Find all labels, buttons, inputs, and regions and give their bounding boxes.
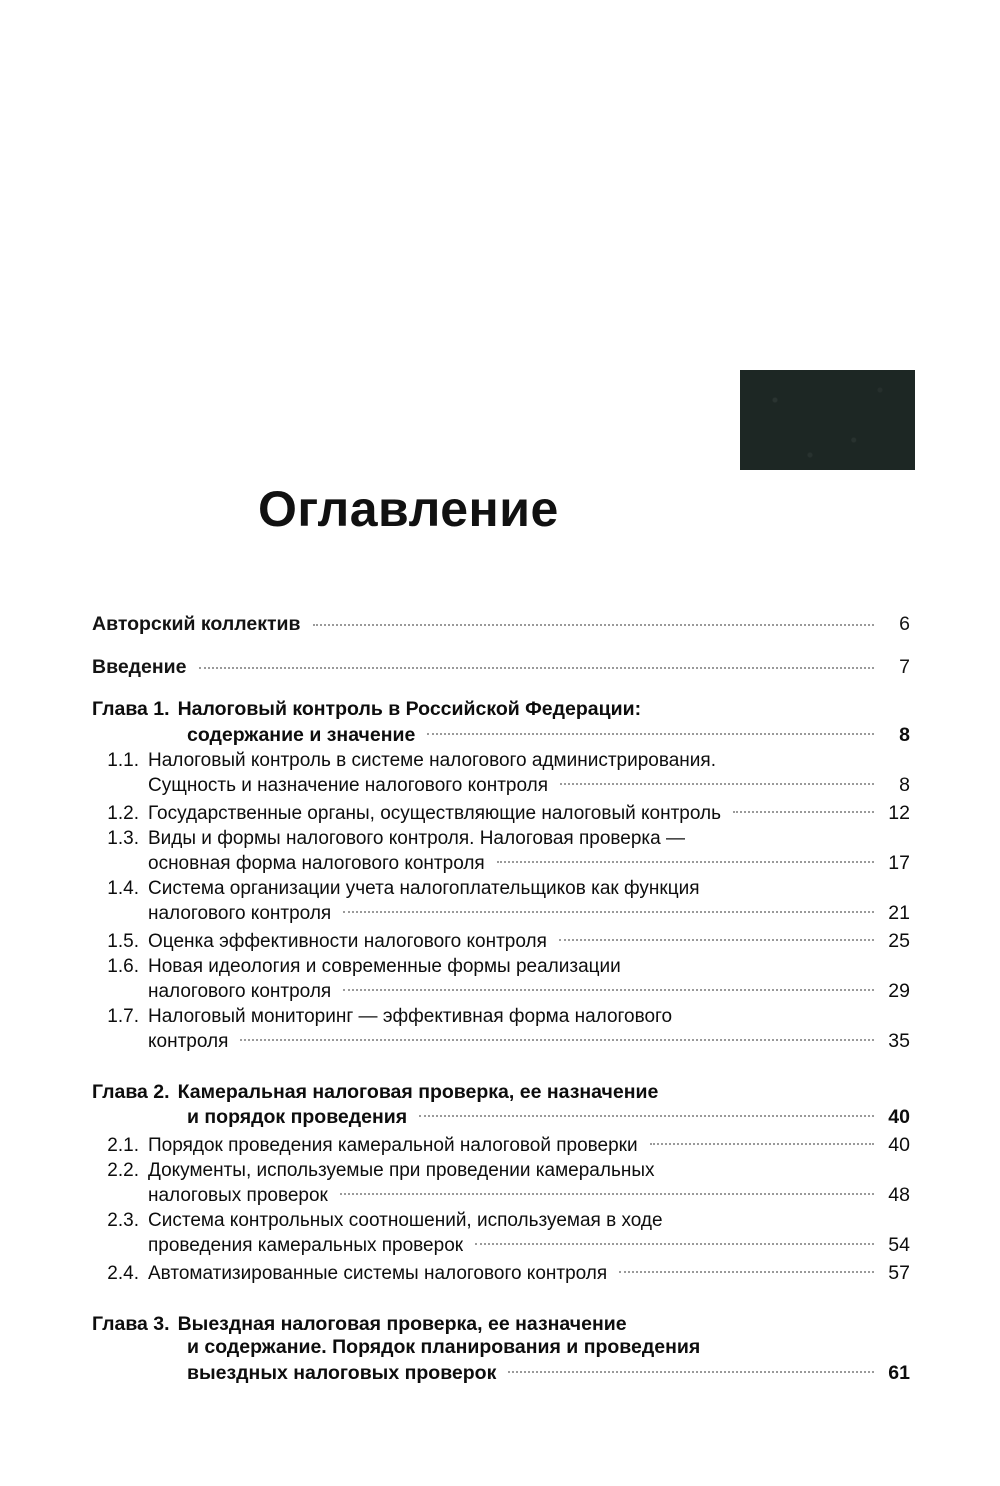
item-page: 29	[888, 979, 910, 1002]
item-text-line2: Порядок проведения камеральной налоговой проверки	[148, 1135, 638, 1156]
item-number: 1.6.	[107, 955, 139, 977]
item-page: 54	[888, 1234, 910, 1256]
leader-dots	[733, 800, 874, 819]
chapter-page: 8	[899, 723, 910, 746]
toc-chapter-1[interactable]	[92, 698, 910, 747]
item-number: 1.5.	[107, 930, 139, 952]
item-text-line2: Сущность и назначение налогового контроля	[148, 774, 548, 796]
toc-chapter-3[interactable]	[92, 1313, 910, 1385]
toc-item-1-5[interactable]	[92, 928, 910, 953]
leader-dots	[475, 1232, 874, 1251]
item-page: 8	[899, 773, 910, 796]
item-text-line2: налоговых проверок	[148, 1185, 328, 1206]
item-number: 2.4.	[107, 1263, 139, 1284]
chapter-number: Глава 1.	[92, 698, 170, 720]
item-text-line1: Новая идеология и современные формы реализации	[148, 955, 621, 977]
item-text-line2: контроля	[148, 1030, 229, 1052]
item-text-line1: Налоговый мониторинг — эффективная форма налогового	[148, 1005, 673, 1027]
leader-dots	[497, 850, 874, 869]
toc-chapter-2[interactable]	[92, 1081, 910, 1130]
item-number: 1.4.	[107, 877, 139, 899]
toc-item-2-3[interactable]	[92, 1210, 910, 1257]
toc-item-2-1[interactable]	[92, 1132, 910, 1157]
item-number: 1.1.	[107, 749, 139, 771]
leader-dots	[508, 1359, 874, 1379]
toc-entry-front[interactable]	[92, 655, 910, 680]
leader-dots	[199, 655, 875, 675]
leader-dots	[419, 1104, 874, 1124]
leader-dots	[559, 928, 874, 947]
item-page: 57	[888, 1262, 910, 1284]
item-text-line2: основная форма налогового контроля	[148, 852, 485, 874]
item-text-line2: Оценка эффективности налогового контроля	[148, 930, 547, 952]
decorative-block	[740, 370, 915, 470]
page-title: Оглавление	[258, 481, 559, 537]
item-text-line2: проведения камеральных проверок	[148, 1235, 464, 1256]
chapter-title-line1: Камеральная налоговая проверка, ее назначение	[177, 1080, 659, 1103]
item-number: 2.3.	[107, 1210, 139, 1231]
leader-dots	[240, 1028, 874, 1047]
item-text-line2: налогового контроля	[148, 902, 332, 924]
item-text-line2: Государственные органы, осуществляющие налоговый контроль	[148, 802, 721, 824]
item-text-line1: Виды и формы налогового контроля. Налоговая проверка —	[148, 827, 685, 849]
toc-entry-page: 7	[899, 656, 910, 678]
leader-dots	[560, 772, 874, 791]
chapter-title-line3: выездных налоговых проверок	[187, 1361, 497, 1384]
item-page: 25	[888, 929, 910, 952]
chapter-page: 61	[888, 1361, 910, 1384]
item-number: 2.2.	[107, 1160, 139, 1181]
chapter-number: Глава 3.	[92, 1313, 170, 1335]
item-page: 12	[888, 801, 910, 824]
item-page: 35	[888, 1029, 910, 1052]
chapter-number: Глава 2.	[92, 1080, 170, 1103]
chapter-title-line2: и порядок проведения	[187, 1106, 408, 1128]
item-text-line1: Документы, используемые при проведении камеральных	[148, 1160, 655, 1181]
item-text-line1: Система контрольных соотношений, используемая в ходе	[148, 1210, 663, 1231]
toc-entry-page: 6	[899, 613, 910, 635]
toc-item-1-1[interactable]	[92, 750, 910, 797]
leader-dots	[650, 1132, 874, 1151]
chapter-title-line1: Налоговый контроль в Российской Федерации:	[177, 698, 642, 720]
item-number: 2.1.	[107, 1135, 139, 1156]
chapter-title-line1: Выездная налоговая проверка, ее назначение	[177, 1313, 627, 1335]
toc-item-2-2[interactable]	[92, 1160, 910, 1207]
chapter-title-line2: и содержание. Порядок планирования и проведения	[187, 1336, 701, 1358]
chapter-page: 40	[888, 1106, 910, 1128]
table-of-contents	[92, 612, 910, 1387]
leader-dots	[340, 1182, 874, 1201]
toc-entry-label: Введение	[92, 656, 187, 678]
toc-item-1-3[interactable]	[92, 828, 910, 875]
toc-entry-label: Авторский коллектив	[92, 613, 301, 635]
toc-item-1-6[interactable]	[92, 956, 910, 1003]
item-page: 21	[888, 901, 910, 924]
item-page: 48	[888, 1184, 910, 1206]
item-number: 1.2.	[107, 802, 139, 824]
leader-dots	[619, 1260, 874, 1279]
toc-item-1-2[interactable]	[92, 800, 910, 825]
chapter-title-line2: содержание и значение	[187, 723, 416, 746]
item-text-line2: налогового контроля	[148, 980, 332, 1002]
item-text-line1: Система организации учета налогоплательщиков как функция	[148, 877, 700, 899]
item-number: 1.3.	[107, 827, 139, 849]
toc-item-2-4[interactable]	[92, 1260, 910, 1285]
item-text-line1: Налоговый контроль в системе налогового администрирования.	[148, 749, 716, 771]
item-number: 1.7.	[107, 1005, 139, 1027]
toc-item-1-7[interactable]	[92, 1006, 910, 1053]
leader-dots	[427, 721, 874, 741]
item-text-line2: Автоматизированные системы налогового контроля	[148, 1263, 608, 1284]
toc-entry-front[interactable]	[92, 612, 910, 637]
leader-dots	[343, 978, 874, 997]
toc-item-1-4[interactable]	[92, 878, 910, 925]
leader-dots	[313, 612, 874, 632]
item-page: 17	[888, 851, 910, 874]
item-page: 40	[888, 1134, 910, 1156]
leader-dots	[343, 900, 874, 919]
